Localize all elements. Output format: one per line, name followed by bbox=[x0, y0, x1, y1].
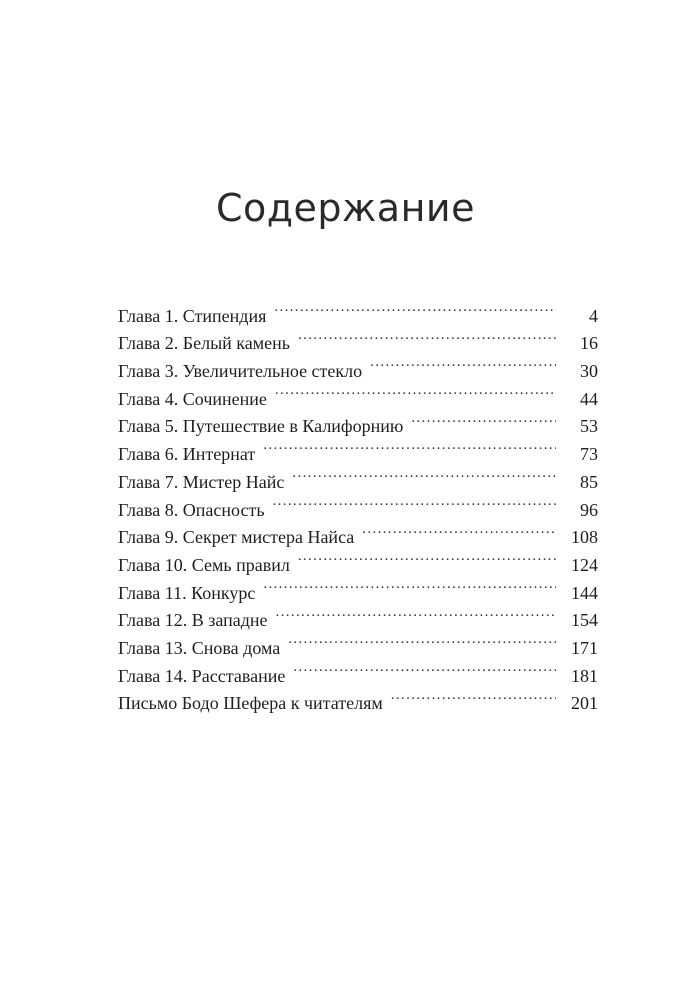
toc-entry-label: Глава 9. Секрет мистера Найса bbox=[118, 527, 355, 548]
toc-dot-leader bbox=[293, 654, 556, 682]
toc-dot-leader bbox=[263, 432, 556, 460]
toc-entry-page: 4 bbox=[589, 305, 598, 326]
toc-entry[interactable] bbox=[118, 294, 598, 326]
toc-dot-leader bbox=[391, 682, 556, 710]
toc-entry-label: Глава 11. Конкурс bbox=[118, 582, 256, 603]
toc-entry-label: Глава 14. Расставание bbox=[118, 665, 286, 686]
toc-entry-page: 30 bbox=[580, 361, 598, 382]
toc-entry-label: Глава 6. Интернат bbox=[118, 444, 256, 465]
toc-dot-leader bbox=[370, 349, 556, 377]
toc-dot-leader bbox=[362, 516, 556, 544]
toc-entry-label: Глава 1. Стипендия bbox=[118, 305, 267, 326]
toc-entry-page: 154 bbox=[571, 610, 598, 631]
toc-entry-page: 73 bbox=[580, 444, 598, 465]
toc-entry-label: Глава 10. Семь правил bbox=[118, 554, 290, 575]
toc-entry-page: 44 bbox=[580, 388, 598, 409]
toc-entry-label: Глава 4. Сочинение bbox=[118, 388, 267, 409]
toc-entry-page: 144 bbox=[571, 582, 598, 603]
toc-dot-leader bbox=[411, 405, 556, 433]
toc-entry-page: 171 bbox=[571, 637, 598, 658]
toc-dot-leader bbox=[288, 626, 556, 654]
toc-entry-label: Глава 8. Опасность bbox=[118, 499, 265, 520]
toc-entry-label: Глава 12. В западне bbox=[118, 610, 268, 631]
toc-dot-leader bbox=[263, 571, 556, 599]
toc-entry-page: 108 bbox=[571, 527, 598, 548]
toc-dot-leader bbox=[298, 322, 556, 350]
toc-dot-leader bbox=[273, 488, 556, 516]
toc-dot-leader bbox=[292, 460, 556, 488]
toc-entry-label: Глава 5. Путешествие в Калифорнию bbox=[118, 416, 404, 437]
toc-entry-label: Глава 13. Снова дома bbox=[118, 637, 281, 658]
table-of-contents bbox=[118, 294, 598, 714]
toc-entry-label: Глава 7. Мистер Найс bbox=[118, 471, 285, 492]
toc-entry-page: 201 bbox=[571, 693, 598, 714]
toc-entry-page: 85 bbox=[580, 471, 598, 492]
toc-entry-label: Письмо Бодо Шефера к читателям bbox=[118, 693, 383, 714]
toc-dot-leader bbox=[274, 294, 556, 322]
toc-dot-leader bbox=[298, 543, 556, 571]
toc-entry-label: Глава 2. Белый камень bbox=[118, 333, 290, 354]
toc-dot-leader bbox=[275, 377, 556, 405]
toc-entry-page: 96 bbox=[580, 499, 598, 520]
toc-entry-page: 124 bbox=[571, 554, 598, 575]
toc-entry-page: 16 bbox=[580, 333, 598, 354]
toc-dot-leader bbox=[276, 599, 556, 627]
toc-entry-page: 53 bbox=[580, 416, 598, 437]
toc-entry-label: Глава 3. Увеличительное стекло bbox=[118, 361, 363, 382]
page-title: Содержание bbox=[216, 186, 475, 230]
toc-entry-page: 181 bbox=[571, 665, 598, 686]
